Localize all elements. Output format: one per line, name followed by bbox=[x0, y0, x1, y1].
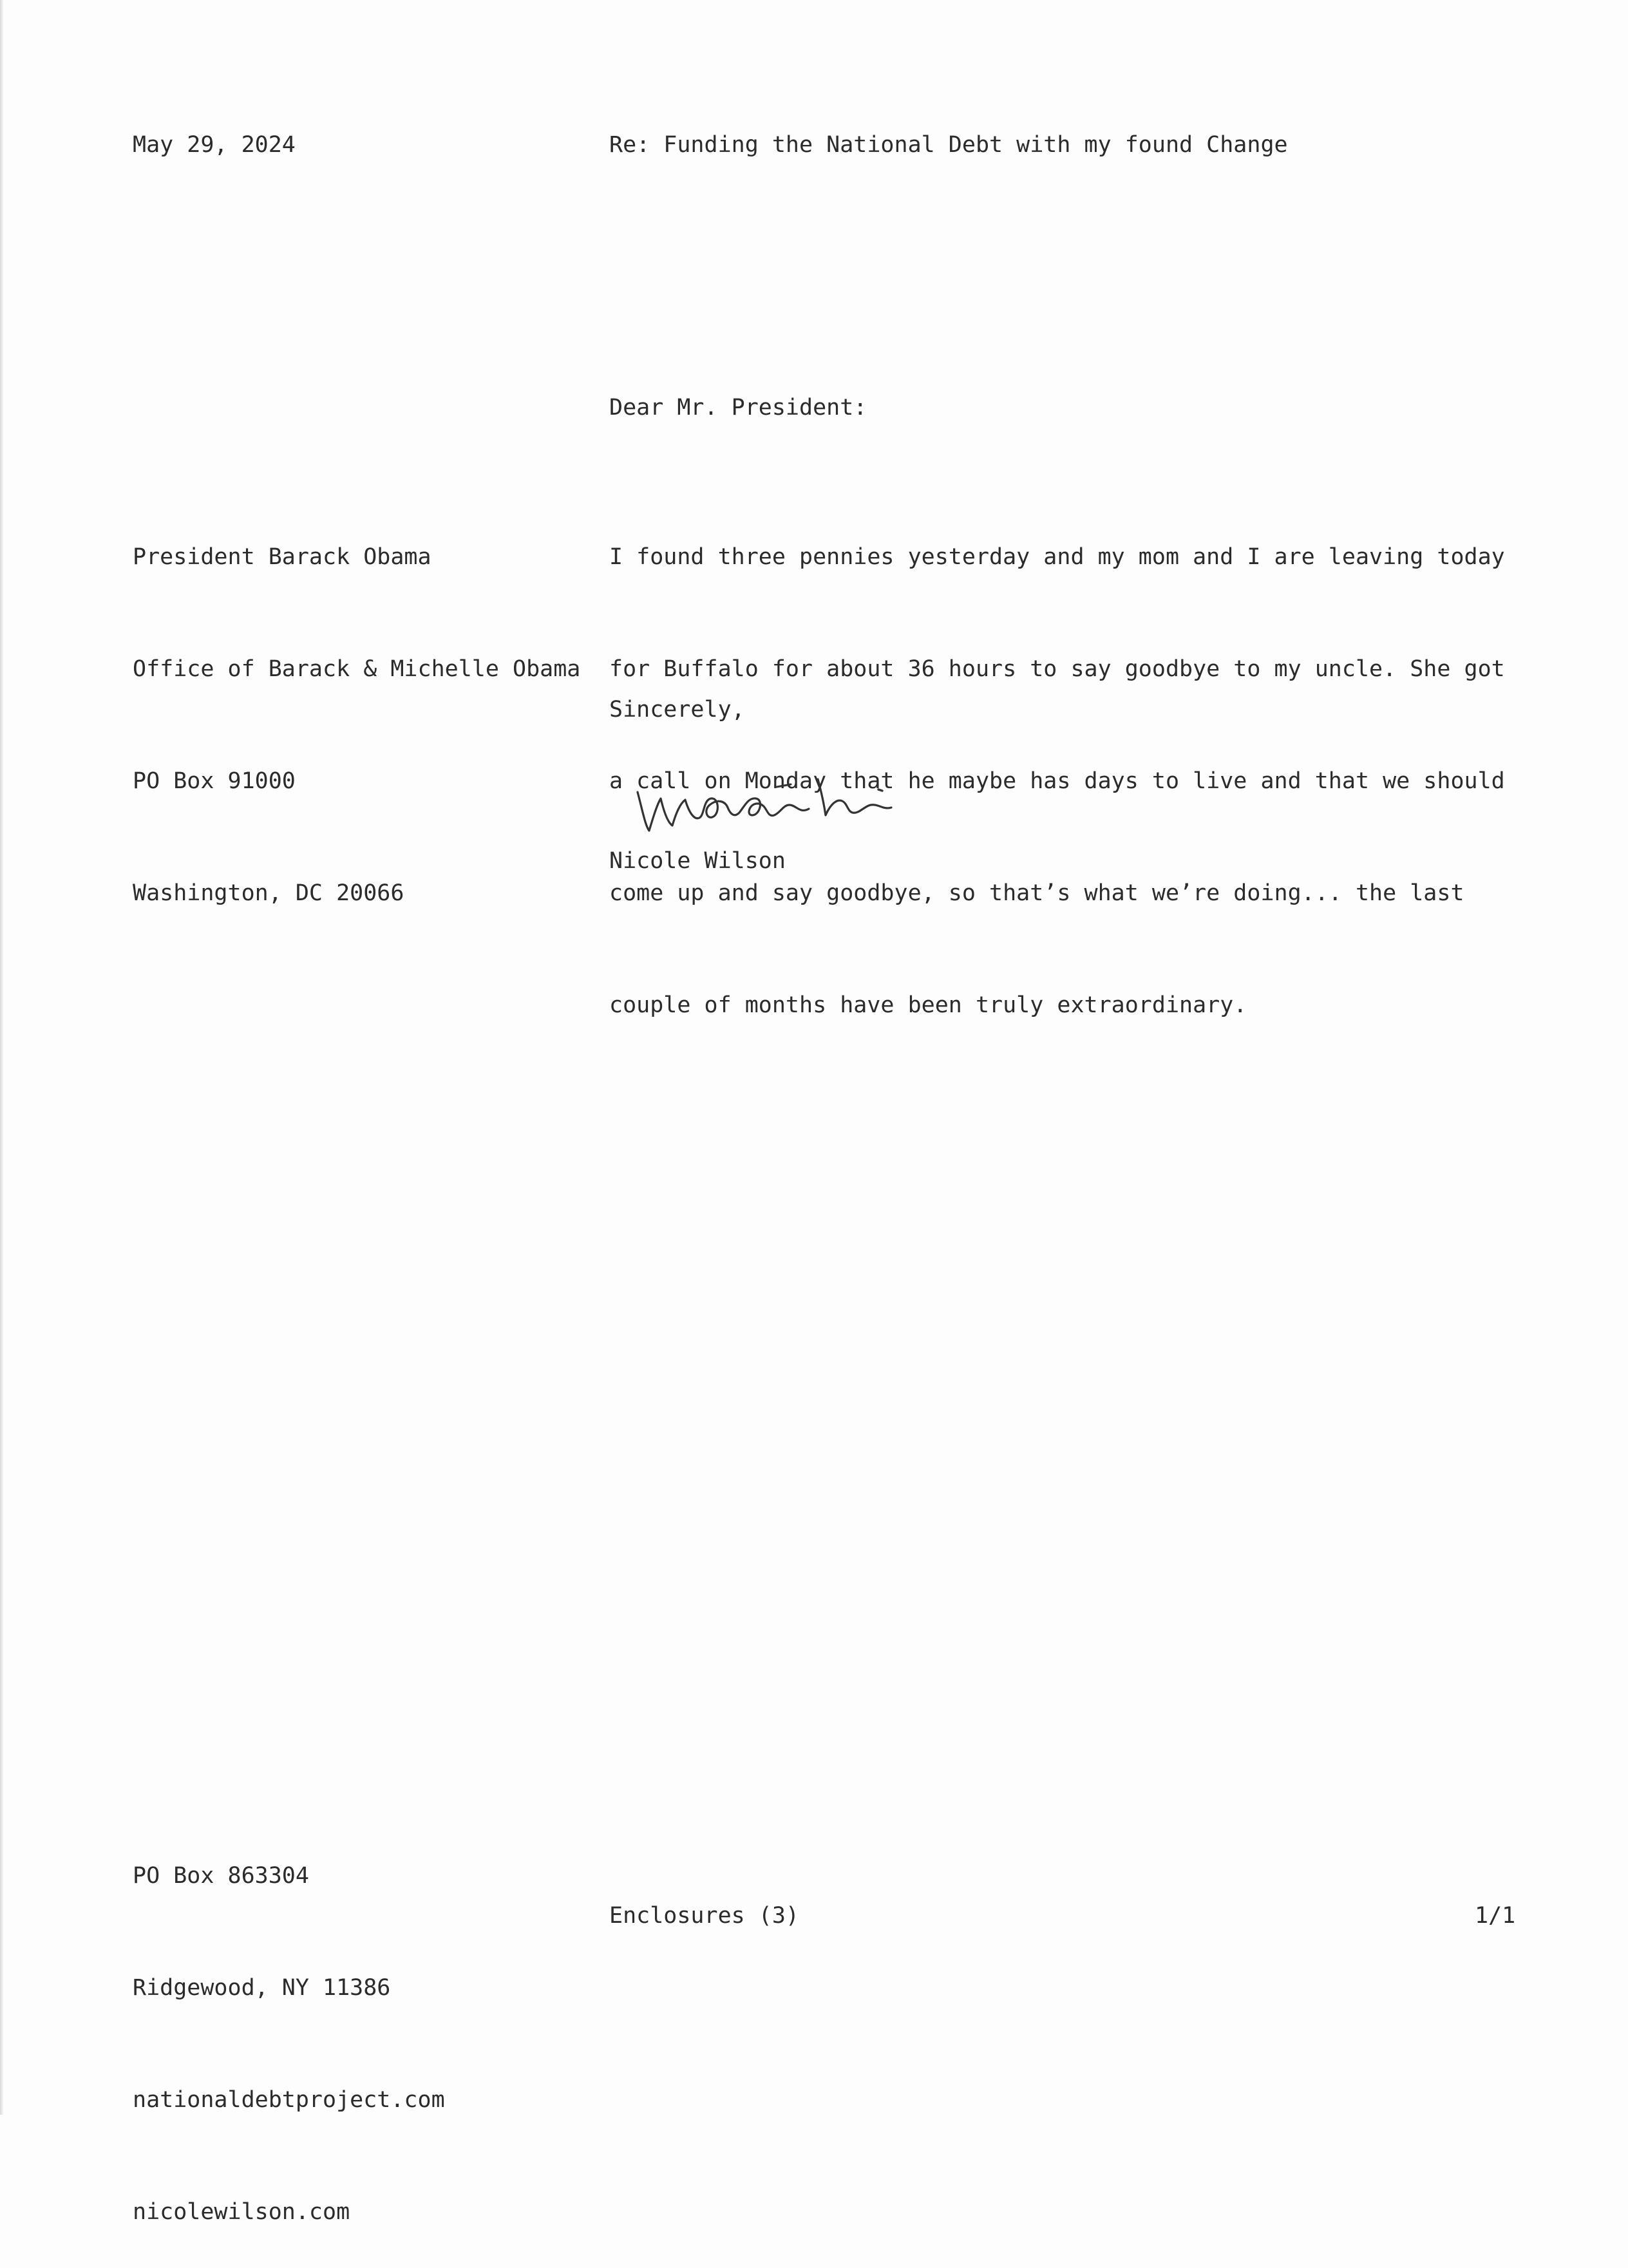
body-line: come up and say goodbye, so that’s what we’re doing... the last bbox=[609, 880, 1464, 906]
sender-po-box: PO Box 863304 bbox=[133, 1863, 309, 1889]
recipient-address bbox=[133, 464, 580, 949]
sender-address bbox=[133, 1782, 445, 2268]
recipient-name: President Barack Obama bbox=[133, 544, 431, 570]
body-line: couple of months have been truly extraordinary. bbox=[609, 992, 1247, 1018]
signer-name: Nicole Wilson bbox=[609, 848, 786, 874]
handwritten-signature bbox=[631, 753, 966, 850]
body-line: I found three pennies yesterday and my mom and I are leaving today bbox=[609, 544, 1505, 570]
sender-website-project: nationaldebtproject.com bbox=[133, 2087, 445, 2113]
recipient-office: Office of Barack & Michelle Obama bbox=[133, 656, 581, 682]
recipient-city: Washington, DC 20066 bbox=[133, 880, 404, 906]
closing: Sincerely, bbox=[609, 697, 745, 723]
body-line: for Buffalo for about 36 hours to say goodbye to my uncle. She got bbox=[609, 656, 1505, 682]
sender-website-personal: nicolewilson.com bbox=[133, 2199, 350, 2225]
letter-subject: Re: Funding the National Debt with my found Change bbox=[609, 132, 1288, 158]
recipient-po-box: PO Box 91000 bbox=[133, 768, 296, 794]
salutation: Dear Mr. President: bbox=[609, 395, 867, 421]
page-edge-shadow bbox=[0, 0, 4, 2115]
page-number: 1/1 bbox=[1475, 1903, 1516, 1929]
letter-date: May 29, 2024 bbox=[133, 132, 296, 158]
sender-city: Ridgewood, NY 11386 bbox=[133, 1975, 391, 2001]
enclosures-note: Enclosures (3) bbox=[609, 1903, 800, 1929]
body-line: a call on Monday that he maybe has days to live and that we should bbox=[609, 768, 1505, 794]
